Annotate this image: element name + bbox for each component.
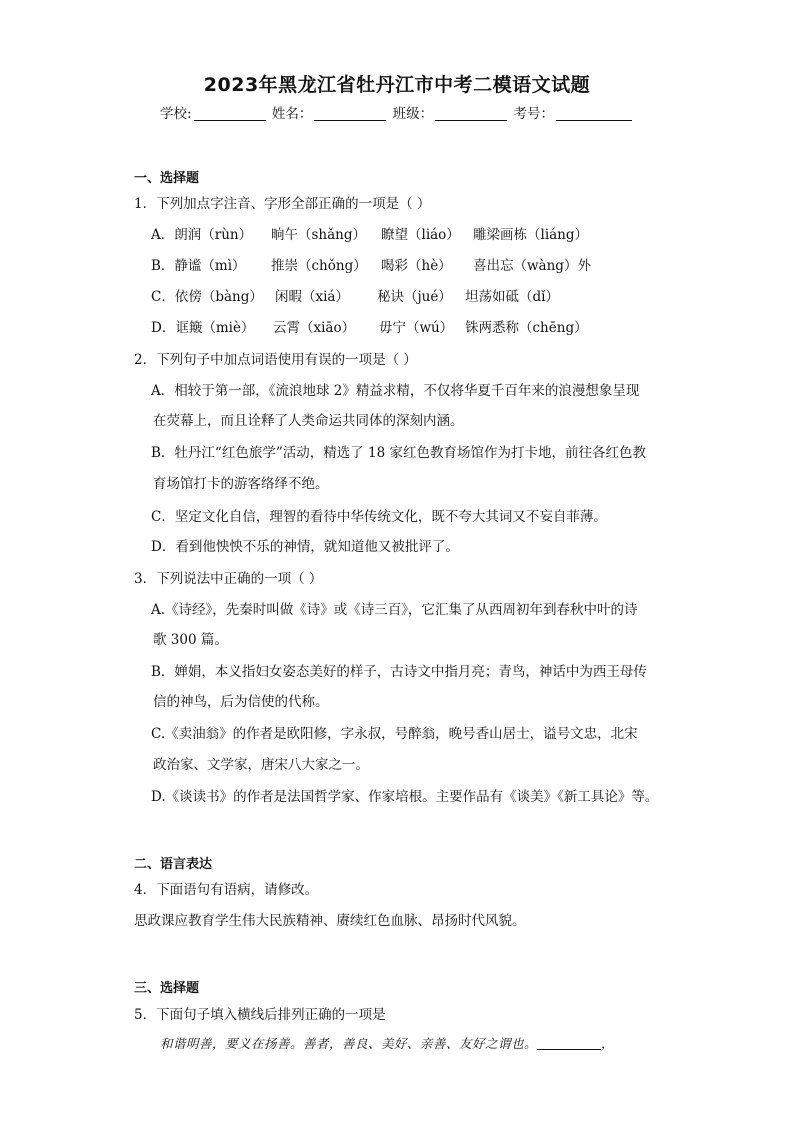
option-c-cont: 政治家、文学家，唐宋八大家之一。 xyxy=(153,757,369,773)
name-label: 姓名： xyxy=(271,106,313,122)
option-d-item: 铢两悉称（chēng） xyxy=(465,320,588,336)
option-c: C．坚定文化自信，理智的看待中华传统文化，既不夸大其词又不妄自菲薄。 xyxy=(151,509,607,525)
student-info-row xyxy=(0,102,794,122)
option-b-item: 喝彩（hè） xyxy=(381,258,452,274)
option-c-item: C．依傍（bàng） xyxy=(151,289,263,305)
option-a-item: 瞭望（liáo） xyxy=(381,227,460,243)
option-a: A.《诗经》，先秦时叫做《诗》或《诗三百》，它汇集了从西周初年到春秋中叶的诗 xyxy=(151,602,638,618)
name-blank[interactable] xyxy=(314,106,386,121)
option-a-item: 晌午（shǎng） xyxy=(271,227,367,243)
option-d-item: D．诓簸（miè） xyxy=(151,320,255,336)
question-stem: 4．下面语句有语病，请修改。 xyxy=(134,882,319,898)
option-b-cont: 信的神鸟，后为信使的代称。 xyxy=(153,694,329,710)
option-a-item: 雕梁画栋（liáng） xyxy=(473,227,589,243)
question-stem: 5．下面句子填入横线后排列正确的一项是 xyxy=(134,1007,386,1023)
section-heading: 三、选择题 xyxy=(134,981,200,996)
answer-blank[interactable] xyxy=(537,1037,601,1050)
section-heading: 二、语言表达 xyxy=(134,857,213,872)
passage-tail: ， xyxy=(601,1036,615,1051)
option-c xyxy=(151,285,559,305)
option-a xyxy=(151,223,588,243)
question-text: 思政课应教育学生伟大民族精神、赓续红色血脉、昂扬时代风貌。 xyxy=(134,913,526,929)
class-blank[interactable] xyxy=(435,106,507,121)
option-a-cont: 歌 300 篇。 xyxy=(153,632,228,648)
exam-no-blank[interactable] xyxy=(556,106,632,121)
school-blank[interactable] xyxy=(194,106,266,121)
section-heading: 一、选择题 xyxy=(134,171,200,186)
question-stem: 3．下列说法中正确的一项（ ） xyxy=(134,571,323,587)
option-b-cont: 育场馆打卡的游客络绎不绝。 xyxy=(153,476,329,492)
page-title: 2023年黑龙江省牡丹江市中考二模语文试题 xyxy=(203,74,591,96)
option-b: B．婵娟，本义指妇女姿态美好的样子，古诗文中指月亮；青鸟，神话中为西王母传 xyxy=(151,664,647,680)
option-d xyxy=(151,316,588,336)
passage-text: 和谐明善，要义在扬善。善者，善良、美好、亲善、友好之谓也。 xyxy=(160,1036,538,1051)
option-b xyxy=(151,254,591,274)
question-stem: 1．下列加点字注音、字形全部正确的一项是（ ） xyxy=(134,196,431,212)
question-stem: 2．下列句子中加点词语使用有误的一项是（ ） xyxy=(134,352,417,368)
option-a-cont: 在荧幕上，而且诠释了人类命运共同体的深刻内涵。 xyxy=(153,413,464,429)
school-label: 学校: xyxy=(160,106,192,122)
option-d: D．看到他怏怏不乐的神情，就知道他又被批评了。 xyxy=(151,539,459,555)
exam-no-label: 考号： xyxy=(513,106,554,122)
option-a-item: A．朗润（rùn） xyxy=(151,227,253,243)
class-label: 班级： xyxy=(392,106,434,122)
option-c: C.《卖油翁》的作者是欧阳修，字永叔，号醉翁，晚号香山居士，谥号文忠，北宋 xyxy=(151,726,638,742)
option-b-item: 推崇（chǒng） xyxy=(271,258,367,274)
option-b-item: B．静谧（mì） xyxy=(151,258,246,274)
option-d-item: 毋宁（wú） xyxy=(379,320,454,336)
question-passage xyxy=(160,1034,614,1052)
option-b-item: 喜出忘（wàng）外 xyxy=(473,258,591,274)
option-d-item: 云霄（xiāo） xyxy=(273,320,356,336)
option-c-item: 闲暇（xiá） xyxy=(275,289,349,305)
option-d: D.《谈读书》的作者是法国哲学家、作家培根。主要作品有《谈美》《新工具论》等。 xyxy=(151,789,659,805)
option-b: B．牡丹江“红色旅学”活动，精选了 18 家红色教育场馆作为打卡地，前往各红色教 xyxy=(151,445,646,461)
option-c-item: 坦荡如砥（dǐ） xyxy=(465,289,559,305)
option-c-item: 秘诀（jué） xyxy=(377,289,452,305)
option-a: A．相较于第一部，《流浪地球 2》精益求精，不仅将华夏千百年来的浪漫想象呈现 xyxy=(151,383,640,399)
